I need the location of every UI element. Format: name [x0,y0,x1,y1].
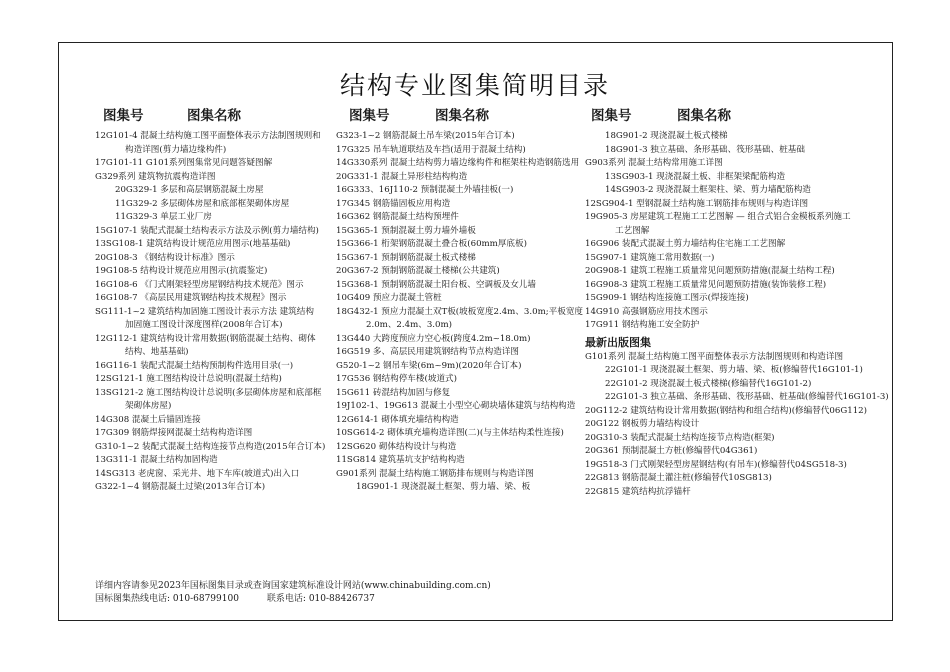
catalog-entry [585,306,885,320]
entry-text: 22G813 钢筋混凝土灌注桩(修编替代10SG813) [585,473,772,483]
catalog-entry [336,238,584,252]
catalog-entry [336,211,584,225]
catalog-entry [336,414,584,428]
entry-text: 17G325 吊车轨道联结及车挡(适用于混凝土结构) [336,144,526,155]
entry-continuation: 架砌体房屋) [125,401,172,411]
entry-text: 17G536 钢结构停车楼(坡道式) [336,374,457,384]
entry-list [95,130,335,495]
hotline-text: 国标图集热线电话: 010-68799100 [95,594,239,604]
catalog-entry [95,468,335,482]
catalog-entry [336,184,584,198]
column-header [336,103,584,125]
entry-text: 15G367-1 预制钢筋混凝土板式楼梯 [336,252,476,263]
entry-text: 12SG121-1 施工图结构设计总说明(混凝土结构) [95,374,282,384]
entry-text: 20G361 预制混凝土方桩(修编替代04G361) [585,446,758,456]
catalog-entry [336,225,584,239]
entry-text: 20G331-1 混凝土异形柱结构构造 [336,171,468,182]
catalog-entry [336,441,584,455]
entry-text: 20G122 钢板剪力墙结构设计 [585,419,700,429]
entry-text: 18G901-3 独立基础、条形基础、筏形基础、桩基础 [605,144,805,155]
catalog-entry [336,481,584,495]
catalog-entry [95,292,335,306]
catalog-entry [585,292,885,306]
entry-text: 12SG904-1 型钢混凝土结构施工钢筋排布规则与构造详图 [585,198,809,209]
entry-text: 18G901-2 现浇混凝土板式楼梯 [605,131,728,141]
entry-text: 22G101-3 独立基础、条形基础、筏形基础、桩基础(修编替代16G101-3) [605,392,889,402]
catalog-entry [585,157,885,171]
entry-text: 16G333、16J110-2 预制混凝土外墙挂板(一) [336,185,514,195]
catalog-column-3 [585,103,889,499]
entry-text: 12G101-4 混凝土结构施工图平面整体表示方法制图规则和 [95,131,321,141]
entry-text: 13SG121-2 施工图结构设计总说明(多层砌体房屋和底部框 [95,387,322,398]
entry-text: 17G101-11 G101系列图集常见问题答疑图解 [95,158,273,168]
header-code: 图集号 [103,108,144,124]
footer-reference: 详细内容请参见2023年国标图集目录或查询国家建筑标准设计网站(www.chinabuilding.com.cn) [95,581,491,591]
entry-text: G322-1~4 钢筋混凝土过梁(2013年合订本) [95,482,266,492]
catalog-entry [336,427,584,441]
header-code: 图集号 [591,108,632,124]
entry-text: 11G329-2 多层砌体房屋和底部框架砌体房屋 [115,198,290,209]
entry-text: 19G108-5 结构设计规范应用图示(抗震鉴定) [95,266,268,276]
catalog-entry [336,454,584,468]
entry-text: G901系列 混凝土结构施工钢筋排布规则与构造详图 [336,468,534,479]
catalog-entry [585,459,885,473]
catalog-entry [336,400,584,414]
catalog-entry [336,292,584,306]
catalog-entry [336,333,584,347]
entry-text: 13G311-1 混凝土结构加固构造 [95,455,218,465]
catalog-entry [95,130,335,157]
catalog-entry [95,333,335,360]
entry-text: G323-1~2 钢筋混凝土吊车梁(2015年合订本) [336,131,515,141]
catalog-entry [585,198,885,212]
catalog-entry [585,378,885,392]
entry-text: 16G908-3 建筑工程施工质量常见问题预防措施(装饰装修工程) [585,279,827,290]
entry-text: 14G308 混凝土后锚固连接 [95,414,201,425]
entry-text: 14SG313 老虎窗、采光井、地下车库(坡道式)出入口 [95,468,300,479]
catalog-entry [336,265,584,279]
catalog-entry [95,211,335,225]
catalog-entry [585,238,885,252]
catalog-entry [585,184,885,198]
catalog-entry [585,364,885,378]
catalog-entry [95,157,335,171]
entry-text: SG111-1~2 建筑结构加固施工图设计表示方法 建筑结构 [95,306,314,317]
entry-list [585,130,885,333]
entry-text: G903系列 混凝土结构常用施工详图 [585,158,723,168]
entry-text: G101系列 混凝土结构施工图平面整体表示方法制图规则和构造详图 [585,351,844,362]
entry-text: 13SG108-1 建筑结构设计规范应用图示(地基基础) [95,239,291,249]
column-header [95,103,335,125]
entry-continuation: 2.0m、2.4m、3.0m) [366,320,452,330]
footer [95,580,491,606]
entry-text: 14G330系列 混凝土结构剪力墙边缘构件和框架柱构造钢筋选用 [336,158,580,168]
catalog-entry [95,265,335,279]
entry-text: G329系列 建筑物抗震构造详图 [95,171,216,182]
catalog-entry [95,225,335,239]
catalog-entry [336,360,584,374]
catalog-entry [336,468,584,482]
catalog-entry [336,387,584,401]
catalog-entry [585,405,885,419]
entry-continuation: 工艺图解 [615,225,650,236]
catalog-entry [95,481,335,495]
catalog-entry [336,157,584,171]
catalog-entry [95,427,335,441]
entry-text: 19J102-1、19G613 混凝土小型空心砌块墙体建筑与结构构造 [336,401,576,411]
catalog-entry [585,252,885,266]
catalog-entry [95,171,335,185]
entry-text: 15G366-1 桁架钢筋混凝土叠合板(60mm厚底板) [336,239,527,249]
catalog-entry [95,441,335,455]
catalog-entry [336,130,584,144]
entry-text: 22G815 建筑结构抗浮锚杆 [585,486,691,497]
catalog-entry [95,454,335,468]
entry-text: 15G107-1 装配式混凝土结构表示方法及示例(剪力墙结构) [95,225,319,236]
entry-text: 22G101-1 现浇混凝土框架、剪力墙、梁、板(修编替代16G101-1) [605,365,863,375]
catalog-entry [336,279,584,293]
entry-text: 11G329-3 单层工业厂房 [115,212,212,222]
entry-text: 11SG814 建筑基坑支护结构构造 [336,455,465,465]
entry-text: 10G409 预应力混凝土管桩 [336,293,442,303]
catalog-entry [585,486,885,500]
entry-text: 15G365-1 预制混凝土剪力墙外墙板 [336,225,476,236]
catalog-column-1 [95,103,335,495]
catalog-entry [585,445,885,459]
entry-text: 20G367-2 预制钢筋混凝土楼梯(公共建筑) [336,266,500,276]
entry-text: 20G112-2 建筑结构设计常用数据(钢结构和组合结构)(修编替代06G112) [585,405,867,416]
entry-text: 17G309 钢筋焊接网混凝土结构构造详图 [95,428,253,438]
entry-text: 20G108-3 《钢结构设计标准》图示 [95,252,235,263]
entry-text: 12SG620 砌体结构设计与构造 [336,441,457,452]
entry-text: 13G440 大跨度预应力空心板(跨度4.2m~18.0m) [336,333,531,344]
entry-text: G520-1~2 钢吊车梁(6m~9m)(2020年合订本) [336,360,522,371]
page-title: 结构专业图集简明目录 [339,71,610,100]
column-header [585,103,885,125]
entry-text: 16G906 装配式混凝土剪力墙结构住宅施工工艺图解 [585,239,786,249]
entry-text: 12G112-1 建筑结构设计常用数据(钢筋混凝土结构、砌体 [95,333,316,344]
entry-text: 16G108-6 《门式刚架轻型房屋钢结构技术规范》图示 [95,279,304,290]
catalog-entry [585,279,885,293]
catalog-entry [585,391,889,405]
entry-text: 13SG903-1 现浇混凝土板、非框架梁配筋构造 [605,171,786,182]
catalog-entry [336,346,584,360]
catalog-entry [95,198,335,212]
entry-text: 20G329-1 多层和高层钢筋混凝土房屋 [115,185,264,195]
entry-text: 14G910 高强钢筋应用技术图示 [585,306,708,317]
header-code: 图集号 [349,108,390,124]
catalog-entry [336,198,584,212]
catalog-entry [95,184,335,198]
catalog-entry [585,418,885,432]
catalog-column-2 [336,103,584,495]
catalog-entry [95,279,335,293]
entry-text: 20G908-1 建筑工程施工质量常见问题预防措施(混凝土结构工程) [585,266,835,276]
entry-text: 18G901-1 现浇混凝土框架、剪力墙、梁、板 [356,482,531,492]
entry-text: 15G611 砖混结构加固与修复 [336,387,451,398]
entry-list [336,130,584,495]
catalog-entry [336,144,584,158]
catalog-entry [336,373,584,387]
new-publications-heading: 最新出版图集 [585,335,651,349]
entry-text: 16G116-1 装配式混凝土结构预制构件选用目录(一) [95,360,294,371]
entry-text: 20G310-3 装配式混凝土结构连接节点构造(框架) [585,432,775,443]
footer-contacts [95,593,491,606]
entry-text: 22G101-2 现浇混凝土板式楼梯(修编替代16G101-2) [605,378,812,389]
entry-text: 16G519 多、高层民用建筑钢结构节点构造详图 [336,347,520,357]
entry-text: 16G362 钢筋混凝土结构预埋件 [336,212,459,222]
new-entry-list [585,351,889,500]
catalog-entry [585,171,885,185]
entry-continuation: 构造详图(剪力墙边缘构件) [125,144,227,155]
catalog-entry [95,360,335,374]
entry-text: 15G368-1 预制钢筋混凝土阳台板、空调板及女儿墙 [336,279,536,290]
header-name: 图集名称 [187,108,241,124]
catalog-entry [336,171,584,185]
catalog-entry [585,432,885,446]
contact-phone-text: 联系电话: 010-88426737 [266,594,375,604]
entry-text: G310-1~2 装配式混凝土结构连接节点构造(2015年合订本) [95,441,326,452]
catalog-entry [585,472,885,486]
catalog-entry [585,351,885,365]
catalog-entry [95,238,335,252]
entry-continuation: 加固施工图设计深度图样(2008年合订本) [125,320,283,330]
entry-text: 17G345 钢筋锚固板应用构造 [336,198,451,209]
entry-text: 17G911 钢结构施工安全防护 [585,320,700,330]
catalog-entry [336,306,584,333]
entry-continuation: 结构、地基基础) [125,347,189,357]
catalog-entry [95,373,335,387]
entry-text: 14SG903-2 现浇混凝土框架柱、梁、剪力墙配筋构造 [605,185,811,195]
entry-text: 18G432-1 预应力混凝土双T板(坡板宽度2.4m、3.0m;平板宽度 [336,306,584,317]
catalog-entry [336,252,584,266]
header-name: 图集名称 [435,108,489,124]
header-name: 图集名称 [677,108,731,124]
catalog-entry [585,265,885,279]
entry-text: 16G108-7 《高层民用建筑钢结构技术规程》图示 [95,293,287,303]
catalog-entry [585,144,885,158]
entry-text: 12G614-1 砌体填充墙结构构造 [336,414,459,425]
entry-text: 15G909-1 钢结构连接施工图示(焊接连接) [585,293,749,303]
entry-text: 19G518-3 门式刚架轻型房屋钢结构(有吊车)(修编替代04SG518-3) [585,459,847,470]
catalog-entry [95,387,335,414]
entry-text: 10SG614-2 砌体填充墙构造详图(二)(与主体结构柔性连接) [336,428,564,438]
catalog-entry [585,130,885,144]
catalog-entry [585,211,885,238]
catalog-entry [95,252,335,266]
catalog-entry [585,319,885,333]
catalog-entry [95,414,335,428]
entry-text: 15G907-1 建筑施工常用数据(一) [585,252,715,263]
catalog-entry [95,306,335,333]
entry-text: 19G905-3 房屋建筑工程施工工艺图解 — 组合式铝合金模板系列施工 [585,212,851,222]
